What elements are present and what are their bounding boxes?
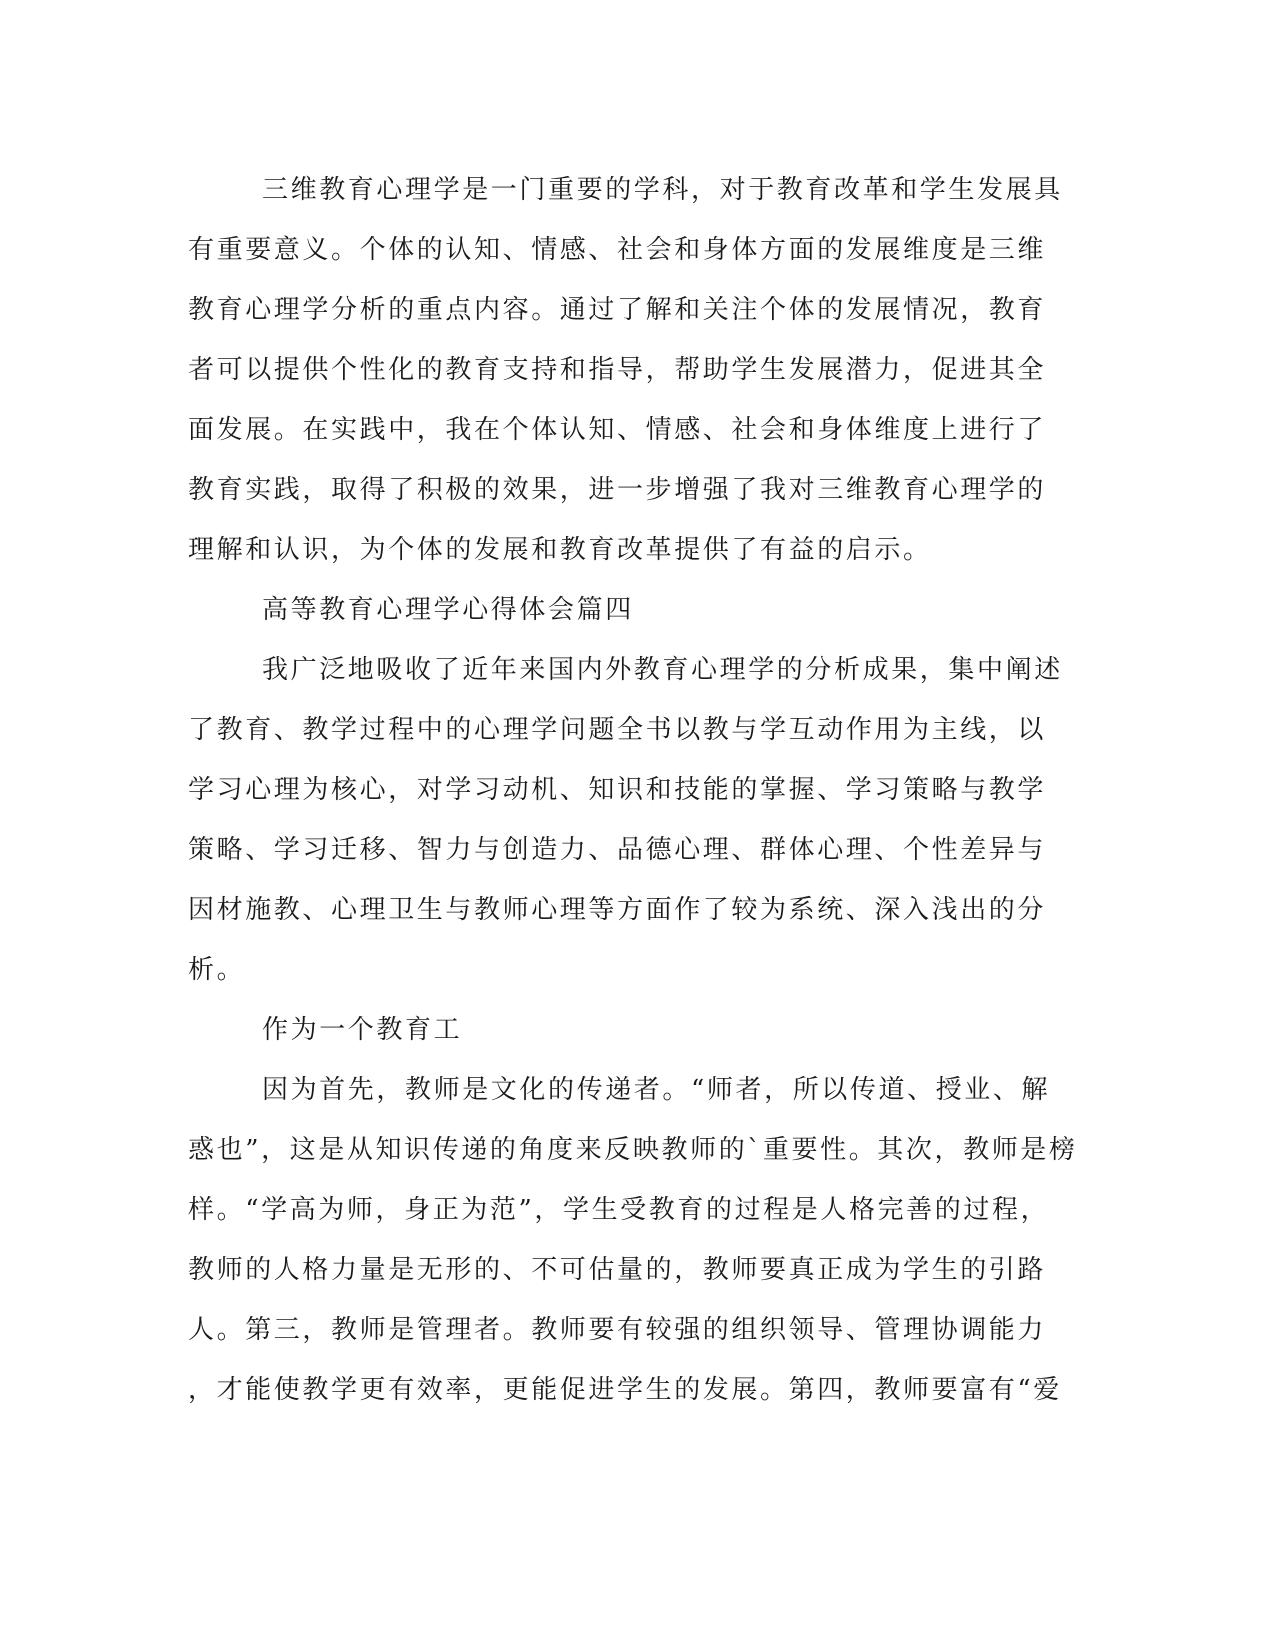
text-line: 教育心理学分析的重点内容。通过了解和关注个体的发展情况，教育 [188, 295, 1047, 325]
text-line: 样。“学高为师，身正为范”，学生受教育的过程是人格完善的过程， [188, 1195, 1050, 1225]
text-line: 有重要意义。个体的认知、情感、社会和身体方面的发展维度是三维 [188, 235, 1047, 265]
document-body [188, 160, 1078, 1420]
text-line: ，才能使教学更有效率，更能促进学生的发展。第四，教师要富有“爱 [188, 1375, 1062, 1405]
text-line: 作为一个教育工 [262, 1015, 463, 1045]
text-line: 三维教育心理学是一门重要的学科，对于教育改革和学生发展具 [262, 175, 1063, 205]
text-line: 者可以提供个性化的教育支持和指导，帮助学生发展潜力，促进其全 [188, 355, 1047, 385]
text-line: 因为首先，教师是文化的传递者。“师者，所以传道、授业、解 [262, 1075, 1051, 1105]
text-line: 教师的人格力量是无形的、不可估量的，教师要真正成为学生的引路 [188, 1255, 1047, 1285]
section-heading: 高等教育心理学心得体会篇四 [262, 595, 634, 625]
text-line: 人。第三，教师是管理者。教师要有较强的组织领导、管理协调能力 [188, 1315, 1047, 1345]
text-line: 惑也”，这是从知识传递的角度来反映教师的`重要性。其次，教师是榜 [188, 1135, 1078, 1165]
text-line: 了教育、教学过程中的心理学问题全书以教与学互动作用为主线，以 [188, 715, 1047, 745]
text-line: 面发展。在实践中，我在个体认知、情感、社会和身体维度上进行了 [188, 415, 1047, 445]
text-line: 析。 [188, 955, 246, 985]
text-line: 学习心理为核心，对学习动机、知识和技能的掌握、学习策略与教学 [188, 775, 1047, 805]
text-line: 我广泛地吸收了近年来国内外教育心理学的分析成果，集中阐述 [262, 655, 1063, 685]
text-line: 因材施教、心理卫生与教师心理等方面作了较为系统、深入浅出的分 [188, 895, 1047, 925]
text-line: 教育实践，取得了积极的效果，进一步增强了我对三维教育心理学的 [188, 475, 1047, 505]
text-line: 理解和认识，为个体的发展和教育改革提供了有益的启示。 [188, 535, 932, 565]
text-line: 策略、学习迁移、智力与创造力、品德心理、群体心理、个性差异与 [188, 835, 1047, 865]
